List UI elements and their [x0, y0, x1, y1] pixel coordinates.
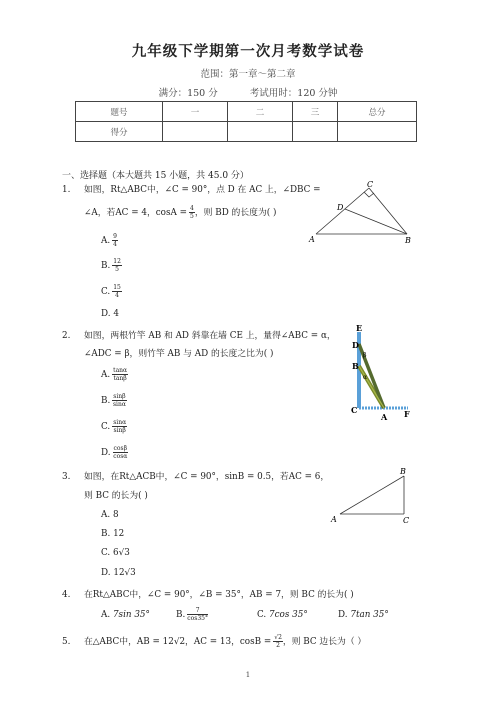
exam-scope: 范围：第一章～第二章	[200, 69, 296, 80]
q3-stem-line2: 则 BC 的长为( )	[84, 491, 148, 501]
q5-stem-text: 在△ABC中，AB = 12√2，AC = 13，cosB =	[84, 637, 272, 647]
q5-cos-fraction: $\frac{√2}{2}$	[274, 634, 282, 649]
exam-info	[0, 85, 496, 99]
q2-option-c[interactable]: C. $\frac{\sin\alpha}{\sin\beta}$	[101, 419, 127, 434]
q2-fig-label-c: C	[351, 405, 358, 415]
score-table-header: 二	[228, 102, 293, 122]
score-table-header: 总分	[338, 102, 417, 122]
q3-stem-line1: 如图，在Rt△ACB中，∠C = 90°，sinB = 0.5，若AC = 6，	[84, 472, 330, 482]
q1-stem-text: ∠A，若AC = 4，cosA =	[84, 208, 188, 218]
score-table-row	[76, 122, 417, 142]
q2-fig-label-alpha: α	[363, 374, 368, 381]
score-cell[interactable]	[338, 122, 417, 142]
q3-fig-label-b: B	[400, 467, 406, 476]
q1-option-b[interactable]: B. $\frac{12}{5}$	[101, 258, 121, 273]
q3-option-c[interactable]: C. 6√3	[101, 548, 130, 558]
q2-option-b[interactable]: B. $\frac{\sin\beta}{\sin\alpha}$	[101, 393, 126, 408]
q2-option-a[interactable]: A. $\frac{\tan\alpha}{\tan\beta}$	[101, 367, 128, 382]
exam-time: 考试用时：120 分钟	[249, 88, 338, 99]
q4-option-a[interactable]: A. 7sin 35°	[101, 610, 150, 620]
section-title: 一、选择题（本大题共 15 小题，共 45.0 分）	[62, 171, 249, 181]
q1-stem-line2	[84, 205, 276, 220]
full-marks: 满分：150 分	[158, 88, 218, 99]
q4-option-d[interactable]: D. 7tan 35°	[338, 610, 389, 620]
q5-number: 5.	[62, 637, 71, 647]
page-number: 1	[245, 671, 251, 679]
score-cell[interactable]	[163, 122, 228, 142]
q1-option-a[interactable]: A. $\frac{9}{4}$	[101, 233, 117, 248]
q2-option-d[interactable]: D. $\frac{\cos\beta}{\cos\alpha}$	[101, 445, 128, 460]
q1-stem-text: ，则 BD 的长度为( )	[194, 208, 277, 218]
q1-fig-label-a: A	[309, 235, 315, 244]
q3-number: 3.	[62, 472, 71, 482]
q1-number: 1.	[62, 185, 71, 195]
q4-number: 4.	[62, 590, 71, 600]
q5-stem-text: ，则 BC 边长为（ ）	[282, 637, 367, 647]
q3-option-d[interactable]: D. 12√3	[101, 568, 136, 578]
q1-fig-label-d: D	[337, 203, 344, 212]
score-table-header: 三	[293, 102, 338, 122]
page-title: 九年级下学期第一次月考数学试卷	[131, 43, 365, 60]
q1-option-d[interactable]: D. 4	[101, 309, 119, 319]
q3-option-b[interactable]: B. 12	[101, 529, 125, 539]
q1-cos-fraction: $\frac{4}{5}$	[190, 205, 194, 220]
q1-figure	[305, 176, 425, 248]
q2-number: 2.	[62, 331, 71, 341]
score-table-header-row	[76, 102, 417, 122]
q1-fig-label-b: B	[405, 236, 411, 245]
q2-figure	[342, 322, 420, 426]
score-table-header: 题号	[76, 102, 163, 122]
q2-fig-label-beta: β	[363, 352, 367, 359]
score-row-label: 得分	[76, 122, 163, 142]
q1-option-c[interactable]: C. $\frac{15}{4}$	[101, 284, 121, 299]
score-cell[interactable]	[228, 122, 293, 142]
q2-stem-line1: 如图，两根竹竿 AB 和 AD 斜靠在墙 CE 上，量得∠ABC = α，	[84, 331, 336, 341]
q1-fig-label-c: C	[367, 180, 374, 189]
score-table	[75, 101, 417, 142]
q4-stem: 在Rt△ABC中，∠C = 90°，∠B = 35°，AB = 7，则 BC 的长为( )	[84, 590, 354, 600]
q3-figure	[328, 464, 418, 526]
q2-fig-label-d: D	[352, 340, 359, 350]
q5-stem	[84, 634, 366, 649]
q4-option-c[interactable]: C. 7cos 35°	[257, 610, 308, 620]
q3-option-a[interactable]: A. 8	[101, 510, 119, 520]
q3-fig-label-c: C	[403, 516, 410, 525]
q2-fig-label-e: E	[356, 323, 363, 333]
q4-option-b[interactable]: B. $\frac{7}{\cos 35^\circ}$	[176, 607, 208, 622]
q2-fig-label-b: B	[352, 361, 359, 371]
score-cell[interactable]	[293, 122, 338, 142]
q2-fig-label-a: A	[381, 412, 388, 422]
q2-stem-line2: ∠ADC = β，则竹竿 AB 与 AD 的长度之比为( )	[84, 349, 274, 359]
q1-stem-line1: 如图，Rt△ABC中，∠C = 90°，点 D 在 AC 上，∠DBC =	[84, 185, 321, 195]
q3-fig-label-a: A	[331, 515, 337, 524]
score-table-header: 一	[163, 102, 228, 122]
q2-fig-label-f: F	[404, 409, 410, 419]
